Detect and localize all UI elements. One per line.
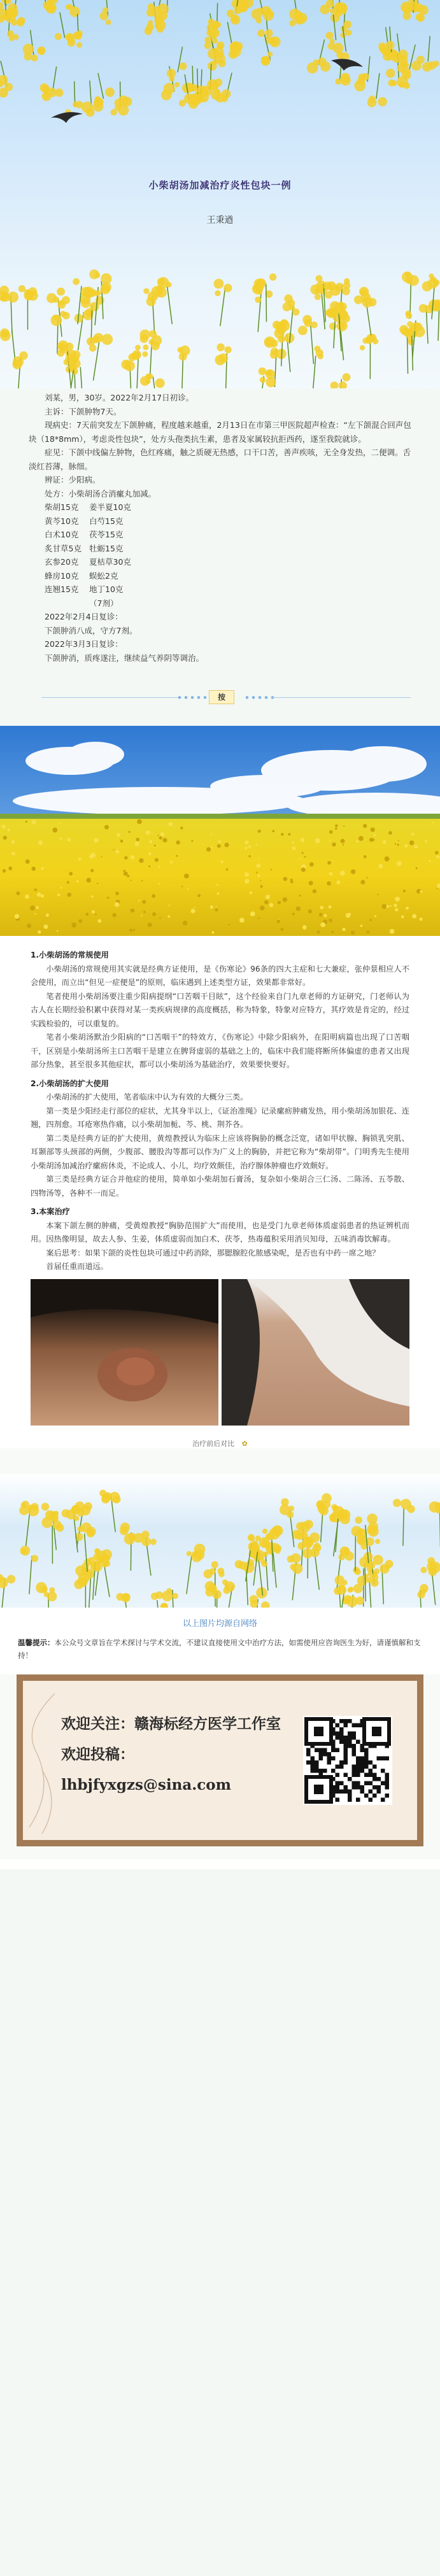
body-paragraph: 笔者使用小柴胡汤要注重少阳病提纲“口苦咽干目眩”，这个经验来自门九章老师的方证研究，门老师认为古人在长期经验积累中获得对某一类疾病规律的高度概括，称为特象，特象对应特方，其疗效是肯定的，经过实践检验的，可以重复的。 [31,991,409,1028]
contact-email[interactable]: lhbjfyxgzs@sina.com [61,1776,231,1794]
body-paragraph: 第二类是经典方证的扩大使用，黄煌教授认为临床上应该将胸胁的概念泛宽，诸如甲状腺、胸锁乳突肌、耳颞部等头颈部的两侧，少腹部、腰股沟等都可以作为广义上的胸胁，并把它称为“柴胡带”。门明秀先生使用小柴胡汤加减治疗瘰疬休炎，不论成人、小儿，均疗效颇佳，治疗腺体肿瘤也疗效颇好。 [31,1133,409,1170]
document-title: 小柴胡汤加减治疗炎性包块一例 [148,180,292,191]
image-source-link[interactable]: 以上图片均源自网络 [0,1608,440,1636]
contact-text [61,1709,281,1801]
body-paragraph: 笔者小柴胡汤默治少阳病的“口苦咽干”的特效方，《伤寒论》中除少阳病外，在阳明病篇也出现了口苦咽干，区别是小柴胡汤所主口苦咽干是建立在脾肾虚弱的基础之上的，临床中我们能将断所体偏虚的患者又出现部分热象，甚至很多其他症状，都可以小柴胡汤为基础治疗，效果要快要好。 [31,1033,409,1069]
case-line: 主诉：下颌肿物7天。 [45,406,122,416]
body-paragraph: 首届任重而道远。 [46,1262,108,1271]
body-paragraph: 第一类是少阳经走行部位的症状，尤其身半以上，《证治准绳》记录瘰疬肿痛发热，用小柴胡汤加银花、连翘，四剂愈。耳疮寒热作痛，以小柴胡加栀、芩、桃、荆芥各。 [31,1106,409,1129]
body-paragraph: 小柴胡汤的常规使用其实就是经典方证使用，是《伤寒论》96条的四大主症和七大兼症，张仲景相应人不会使用，而立出“但见一症便是”的原则，临床遇到上述类型方证，效果都非常好。 [31,964,409,987]
case-line: 处方：小柴胡汤合消瘰丸加减。 [45,488,157,499]
divider-dots [176,695,208,700]
prescription-list [29,500,415,610]
follow-up-line: 下颌肿消，质疼遂注，继续益气养阴等调治。 [45,653,204,663]
document-author: 王秉遒 [206,215,234,225]
follow-up-line: 下颌肿消八成，守方7剂。 [45,625,138,635]
follow-up-line: 2022年2月4日复诊： [45,612,123,621]
case-line: 现病史：7天前突发左下颌肿痛，程度越来越重，2月13日在市第三甲医院超声检查：“左下颌混合回声包块（18*8mm），考虑炎性包块”，处方头孢类抗生素，患者及家属较抗拒西药，遂至我院就诊。 [29,420,411,444]
case-record [0,388,440,726]
caption-text: 治疗前后对比 [192,1439,235,1448]
rapeseed-field-photo [0,726,440,936]
prescription-row: 连翘15克 地丁10克（7剂） [45,584,124,608]
body-paragraph: 本案下颌左侧的肿痛，受黄煌教授“胸胁范围扩大”而使用，也是受门九章老师体质虚弱患者的热证辨机而用。因热像明显，故去人参、生姜，体质虚弱而加白术、茯苓，热毒蕴积采用消贝知母，五味消毒饮解毒。 [31,1221,409,1243]
rapeseed-flowers-bottom-decoration [0,261,440,388]
header-banner [0,0,440,388]
rapeseed-flowers-top-decoration [0,0,440,127]
body-paragraph: 小柴胡汤的扩大使用，笔者临床中认为有效的大概分三类。 [46,1093,248,1101]
section-heading: 2.小柴胡汤的扩大使用 [31,1079,109,1088]
notice-block [0,1636,440,1674]
divider-line [41,697,181,698]
prescription-row: 玄参20克 夏枯草30克 [45,557,131,567]
contact-follow-line: 欢迎关注：赣海标经方医学工作室 [61,1715,281,1732]
notice-text: 本公众号文章旨在学术探讨与学术交流，不建议直接使用文中治疗方法，如需使用应咨询医生为好，请谨慎解和支持！ [18,1638,421,1660]
case-line: 症见：下颌中线偏左肿物，色红疼痛，触之质硬无热感，口干口苦，善声疾咳，无全身发热，二便调。舌淡红苔薄，脉细。 [29,448,411,471]
prescription-row: 柴胡15克 姜半夏10克 [45,502,131,512]
body-paragraph: 第三类是经典方证合并他症的使用，简单如小柴胡加石膏汤，复杂如小柴胡合三仁汤、二陈汤、五苓散、四物汤等，各种不一而足。 [31,1175,409,1198]
prescription-row: 黄芩10克 白芍15克 [45,516,124,526]
prescription-row: 白术10克 茯苓15克 [45,530,124,539]
follow-up-line: 2022年3月3日复诊： [45,639,123,649]
contact-card [17,1674,423,1846]
body-paragraph: 案后思考：如果下颌的炎性包块可通过中药消除，那腮腺腔化脓感染呢，是否也有中药一席之地？ [46,1248,380,1257]
discussion-section [0,936,440,1448]
prescription-row: 蜂房10克 蜈蚣2克 [45,570,118,581]
bee-icon: ✿ [241,1439,248,1448]
divider-line [271,697,411,698]
case-line: 刘某，男，30岁。2022年2月17日初诊。 [45,393,194,402]
prescription-row: 炙甘草5克 牡蛎15克 [45,543,124,553]
photo-before-treatment [31,1279,218,1426]
photo-after-treatment [222,1279,409,1426]
notice-label: 温馨提示： [18,1638,55,1647]
contact-submit-line: 欢迎投稿： [61,1745,134,1763]
commentary-divider [29,690,415,704]
before-after-photos [31,1279,409,1426]
photo-caption [31,1438,409,1448]
rapeseed-flowers-footer-decoration [0,1474,440,1608]
section-heading: 3.本案治疗 [31,1207,70,1216]
commentary-button[interactable]: 按 [209,690,234,704]
section-heading: 1.小柴胡汤的常规使用 [31,951,109,959]
case-line: 辨证：少阳病。 [45,475,101,485]
